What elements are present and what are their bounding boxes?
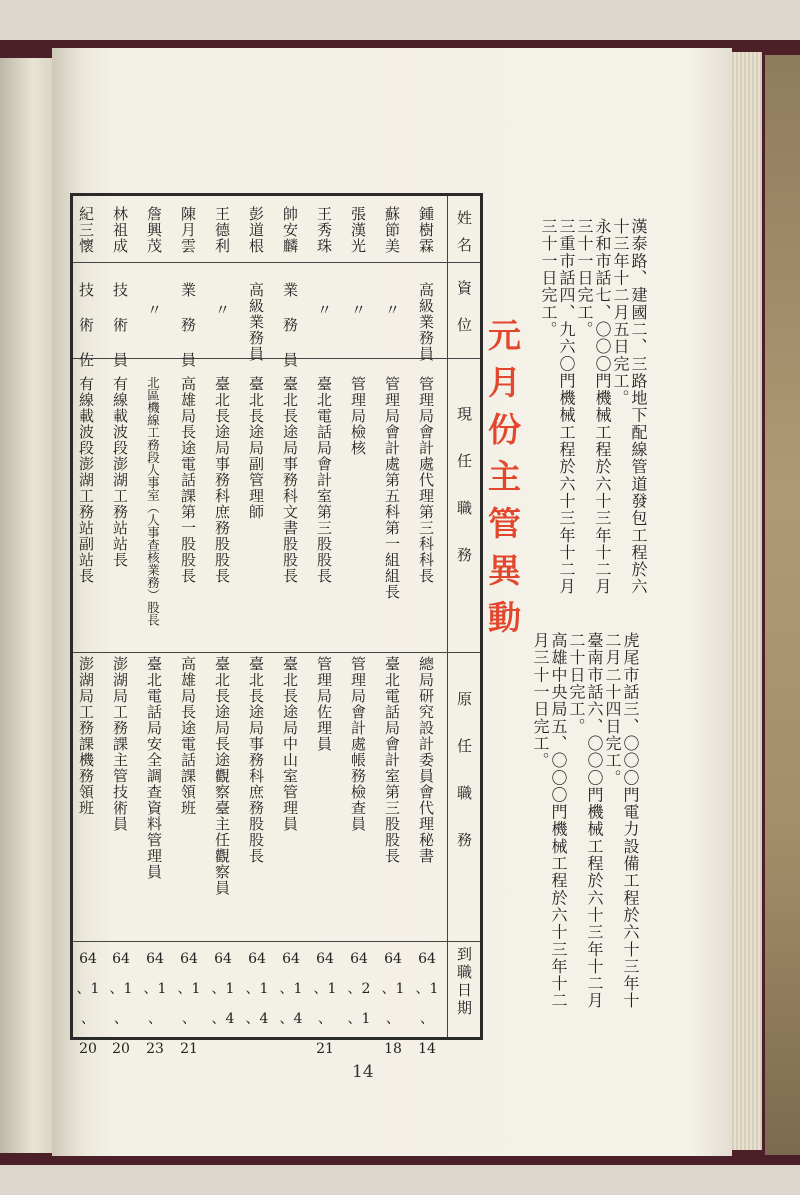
table-row-current: 高雄局長途電話課第一股股長	[179, 376, 197, 584]
table-row-current: 管理局會計處第五科第一組組長	[383, 376, 401, 600]
table-row-rank: 技術佐	[77, 282, 95, 387]
table-row-name: 林祖成	[111, 206, 129, 254]
table-row-date: 64 、2 、1	[347, 951, 371, 1027]
table-row-rank: 〃	[349, 302, 367, 318]
table-row-name: 陳月雲	[179, 206, 197, 254]
table-row-name: 帥安麟	[281, 206, 299, 254]
header-current: 現任職務	[455, 406, 473, 594]
intro-line: 三十一日完工。	[575, 218, 594, 339]
table-row-name: 王秀珠	[315, 206, 333, 254]
table-row-date: 64 、1 、14	[415, 951, 439, 1057]
section-title: 元月份主管異動	[483, 318, 522, 647]
header-column-rule	[447, 196, 448, 1037]
table-row-current: 臺北長途局事務科庶務股股長	[213, 376, 231, 584]
header-name: 姓名	[455, 210, 473, 264]
table-row-previous: 總局研究設計委員會代理秘書	[417, 656, 435, 864]
intro-line: 月三十一日完工。	[531, 632, 550, 770]
table-row-rank: 〃	[315, 302, 333, 318]
table-row-previous: 臺北電話局會計室第三股股長	[383, 656, 401, 864]
table-row-rank: 高級業務員	[417, 282, 435, 362]
intro-line: 二月二十四日完工。	[603, 632, 622, 787]
table-row-current: 管理局會計處代理第三科科長	[417, 376, 435, 584]
table-row-current: 有線載波段澎湖工務站站長	[111, 376, 129, 568]
table-row-rank: 高級業務員	[247, 282, 265, 362]
table-row-date: 64 、1 、18	[381, 951, 405, 1057]
table-row-name: 蘇節美	[383, 206, 401, 254]
table-row-name: 張漢光	[349, 206, 367, 254]
intro-line: 漢泰路、建國二、三路地下配線管道發包工程於六	[629, 218, 648, 596]
table-row-current: 北區機線工務段人事室（人事查核業務）股長	[145, 376, 161, 626]
table-row-current: 管理局檢核	[349, 376, 367, 456]
page-number: 14	[352, 1062, 374, 1082]
table-row-current: 有線載波段澎湖工務站副站長	[77, 376, 95, 584]
table-rule	[73, 941, 480, 942]
table-row-current: 臺北電話局會計室第三股股長	[315, 376, 333, 584]
table-row-rank: 〃	[213, 302, 231, 318]
table-row-date: 64 、1 、23	[143, 951, 167, 1057]
table-row-current: 臺北長途局副管理師	[247, 376, 265, 520]
table-row-date: 64 、1 、4	[279, 951, 303, 1027]
table-row-name: 彭道根	[247, 206, 265, 254]
table-row-name: 鍾樹霖	[417, 206, 435, 254]
header-previous: 原任職務	[455, 691, 473, 879]
table-row-name: 王德利	[213, 206, 231, 254]
table-row-previous: 臺北電話局安全調查資料管理員	[145, 656, 163, 880]
table-rule	[73, 262, 480, 263]
personnel-table	[70, 193, 483, 1057]
table-row-name: 紀三懷	[77, 206, 95, 254]
table-row-rank: 技術員	[111, 282, 129, 387]
intro-line: 永和市話七、〇〇〇門機械工程於六十三年十二月	[593, 218, 612, 596]
background-photo-strip	[765, 55, 800, 1155]
intro-line: 高雄中央局五、〇〇〇門機械工程於六十三年十二	[549, 632, 568, 1010]
intro-line: 三重市話四、九六〇門機械工程於六十三年十二月	[557, 218, 576, 596]
table-row-rank: 〃	[145, 302, 163, 318]
intro-line: 十三年十二月五日完工。	[611, 218, 630, 407]
intro-line: 二十日完工。	[567, 632, 586, 735]
previous-page-edge	[0, 58, 60, 1153]
table-row-current: 臺北長途局事務科文書股股長	[281, 376, 299, 584]
table-row-previous: 臺北長途局中山室管理員	[281, 656, 299, 832]
table-row-rank: 〃	[383, 302, 401, 318]
table-row-previous: 澎湖局工務課主管技術員	[111, 656, 129, 832]
header-rank: 資位	[455, 280, 473, 354]
intro-line: 虎尾市話三、〇〇〇門電力設備工程於六十三年十	[621, 632, 640, 1010]
table-row-date: 64 、1 、4	[245, 951, 269, 1027]
table-row-previous: 臺北長途局長途觀察臺主任觀察員	[213, 656, 231, 896]
table-row-rank: 業務員	[281, 282, 299, 387]
table-row-previous: 管理局會計處帳務檢查員	[349, 656, 367, 832]
intro-line: 臺南市話六、〇〇〇門機械工程於六十三年十二月	[585, 632, 604, 1010]
intro-line: 三十一日完工。	[539, 218, 558, 339]
table-row-previous: 高雄局長途電話課領班	[179, 656, 197, 816]
table-row-date: 64 、1 、21	[177, 951, 201, 1057]
table-row-previous: 管理局佐理員	[315, 656, 333, 752]
table-row-rank: 業務員	[179, 282, 197, 387]
table-row-date: 64 、1 、20	[76, 951, 100, 1057]
table-rule	[73, 652, 480, 653]
header-date: 到職日期	[455, 946, 473, 1018]
table-row-date: 64 、1 、4	[211, 951, 235, 1027]
table-row-date: 64 、1 、21	[313, 951, 337, 1057]
table-row-name: 詹興茂	[145, 206, 163, 254]
table-row-date: 64 、1 、20	[109, 951, 133, 1057]
table-row-previous: 臺北長途局事務科庶務股股長	[247, 656, 265, 864]
table-row-previous: 澎湖局工務課機務領班	[77, 656, 95, 816]
